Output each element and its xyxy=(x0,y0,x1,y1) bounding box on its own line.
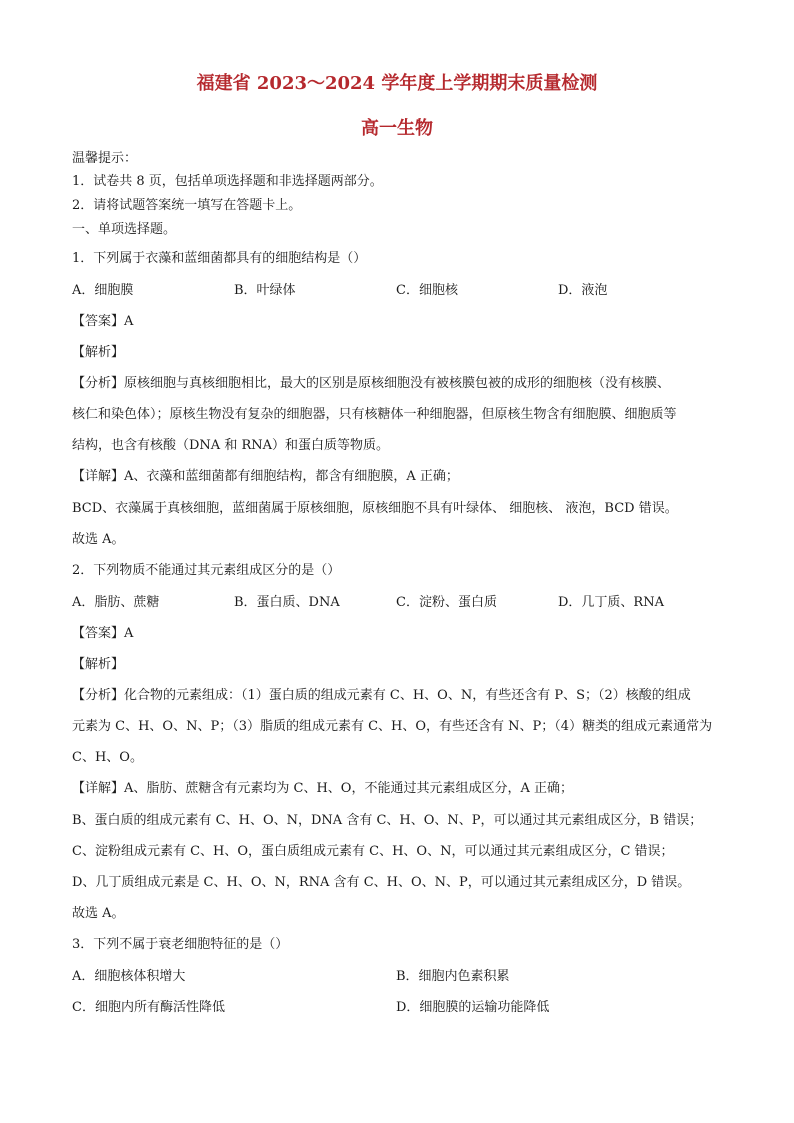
question-2-answer: 【答案】A xyxy=(72,626,134,641)
question-1-option-b: B．叶绿体 xyxy=(234,283,296,298)
question-1-stem: 1．下列属于衣藻和蓝细菌都具有的细胞结构是（） xyxy=(72,251,367,266)
question-3-option-c: C．细胞内所有酶活性降低 xyxy=(72,1000,225,1015)
question-1-xiangjie-line-1: 【详解】A、衣藻和蓝细菌都有细胞结构，都含有细胞膜，A 正确； xyxy=(72,469,459,484)
question-2-conclusion: 故选 A。 xyxy=(72,906,125,921)
question-2-fenxi-line-2: 元素为 C、H、O、N、P；（3）脂质的组成元素有 C、H、O，有些还含有 N、P；（4）糖类的组成元素通常为 xyxy=(72,719,713,734)
subject-title: 高一生物 xyxy=(361,118,433,139)
page-title: 福建省 2023～2024 学年度上学期期末质量检测 xyxy=(196,73,598,94)
question-2-analysis-label: 【解析】 xyxy=(72,657,125,672)
question-3-option-d: D．细胞膜的运输功能降低 xyxy=(396,1000,550,1015)
question-2-xiangjie-line-1: 【详解】A、脂肪、蔗糖含有元素均为 C、H、O，不能通过其元素组成区分，A 正确； xyxy=(72,781,573,796)
question-3-option-b: B．细胞内色素积累 xyxy=(396,969,510,984)
question-1-analysis-label: 【解析】 xyxy=(72,345,125,360)
question-1-option-a: A．细胞膜 xyxy=(72,283,134,298)
notice-item-1: 1．试卷共 8 页，包括单项选择题和非选择题两部分。 xyxy=(72,174,383,189)
question-1-answer: 【答案】A xyxy=(72,314,134,329)
question-2-xiangjie-line-3: C、淀粉组成元素有 C、H、O，蛋白质组成元素有 C、H、O、N，可以通过其元素组成区分，C 错误； xyxy=(72,844,674,859)
question-1-fenxi-line-3: 结构，也含有核酸（DNA 和 RNA）和蛋白质等物质。 xyxy=(72,438,390,453)
question-1-xiangjie-line-2: BCD、衣藻属于真核细胞，蓝细菌属于原核细胞，原核细胞不具有叶绿体、 细胞核、 液泡，BCD 错误。 xyxy=(72,501,678,516)
section-heading: 一、单项选择题。 xyxy=(72,222,177,237)
question-2-fenxi-line-3: C、H、O。 xyxy=(72,750,143,765)
notice-heading: 温馨提示： xyxy=(72,151,138,166)
question-2-option-c: C．淀粉、蛋白质 xyxy=(396,595,497,610)
question-1-option-d: D．液泡 xyxy=(558,283,608,298)
question-1-fenxi-line-2: 核仁和染色体）；原核生物没有复杂的细胞器，只有核糖体一种细胞器，但原核生物含有细胞膜、细胞质等 xyxy=(72,407,677,422)
question-2-option-d: D．几丁质、RNA xyxy=(558,595,664,610)
question-2-stem: 2．下列物质不能通过其元素组成区分的是（） xyxy=(72,563,341,578)
question-3-option-a: A．细胞核体积增大 xyxy=(72,969,186,984)
question-2-option-a: A．脂肪、蔗糖 xyxy=(72,595,160,610)
question-3-stem: 3．下列不属于衰老细胞特征的是（） xyxy=(72,937,289,952)
question-1-conclusion: 故选 A。 xyxy=(72,532,125,547)
question-2-xiangjie-line-2: B、蛋白质的组成元素有 C、H、O、N，DNA 含有 C、H、O、N、P，可以通过其元素组成区分，B 错误； xyxy=(72,813,703,828)
question-1-option-c: C．细胞核 xyxy=(396,283,458,298)
question-2-option-b: B．蛋白质、DNA xyxy=(234,595,340,610)
notice-item-2: 2．请将试题答案统一填写在答题卡上。 xyxy=(72,198,302,213)
question-2-fenxi-line-1: 【分析】化合物的元素组成：（1）蛋白质的组成元素有 C、H、O、N，有些还含有 P、S；（2）核酸的组成 xyxy=(72,688,691,703)
question-2-xiangjie-line-4: D、几丁质组成元素是 C、H、O、N，RNA 含有 C、H、O、N、P，可以通过其元素组成区分，D 错误。 xyxy=(72,875,691,890)
question-1-fenxi-line-1: 【分析】原核细胞与真核细胞相比，最大的区别是原核细胞没有被核膜包被的成形的细胞核（没有核膜、 xyxy=(72,376,671,391)
